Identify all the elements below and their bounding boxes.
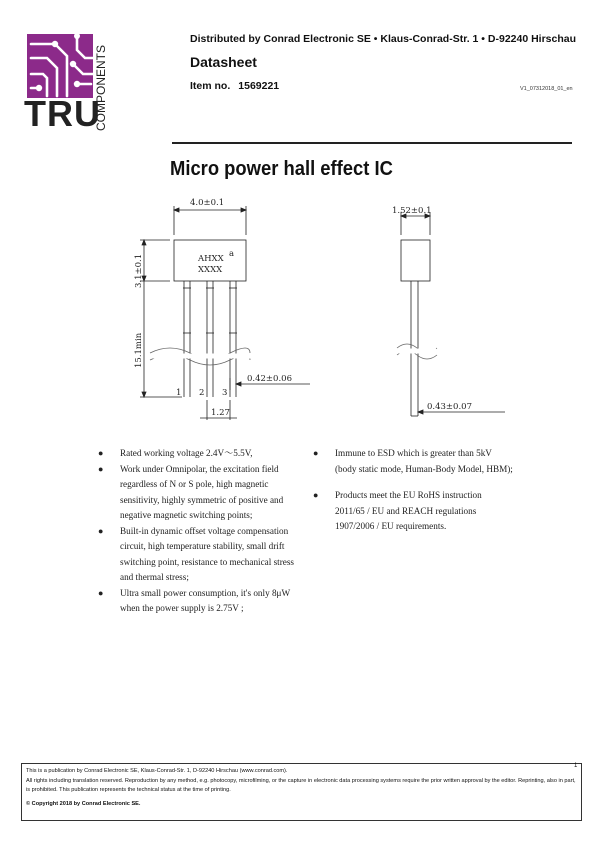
feature-text: Rated working voltage 2.4V～5.5V, [120, 448, 253, 458]
document-type: Datasheet [190, 54, 257, 70]
bullet-icon: ● [313, 448, 319, 458]
footer-publisher: This is a publication by Conrad Electronic SE, Klaus-Conrad-Str. 1, D-92240 Hirschau (www.conrad.com). [26, 768, 288, 774]
package-marking-1: AHXX [198, 254, 224, 264]
package-marking-2: XXXX [198, 265, 223, 275]
pin-3-label: 3 [222, 388, 228, 398]
page-number: 1 [574, 763, 578, 769]
lead-2 [206, 281, 214, 397]
body-height-dim: 3.1±0.1 [134, 253, 144, 288]
feature-item [98, 462, 300, 524]
feature-text: Built-in dynamic offset voltage compensation circuit, high temperature stability, small drift switching point, resistance to mechanical stress and thermal stress; [120, 525, 295, 582]
lead-thickness-dim: 0.43±0.07 [427, 402, 472, 412]
feature-text: Products meet the EU RoHS instruction 2011/65 / EU and REACH regulations 1907/2006 / EU requirements. [335, 490, 482, 531]
features-left-list [98, 446, 300, 617]
item-number: 1569221 [238, 80, 280, 92]
logo-components-label: COMPONENTS [94, 44, 108, 131]
version-code: V1_07312018_01_en [520, 86, 573, 92]
tru-components-logo-graphic [27, 34, 93, 98]
bullet-icon: ● [98, 448, 104, 458]
footer-box [21, 763, 582, 821]
item-label: Item no. [190, 80, 231, 92]
feature-item [313, 488, 513, 535]
footer-copyright: © Copyright 2018 by Conrad Electronic SE. [26, 800, 141, 807]
feature-text: Work under Omnipolar, the excitation field regardless of N or S pole, high magnetic sensitivity, highly symmetric of positive and negative magnetic switching points; [120, 463, 284, 520]
logo-components-text [92, 33, 110, 133]
body-width-dim: 4.0±0.1 [190, 198, 225, 208]
feature-text: Ultra small power consumption, it's only 8μW when the power supply is 2.75V ; [120, 587, 290, 613]
feature-item [98, 586, 300, 617]
product-title: Micro power hall effect IC [170, 158, 393, 180]
package-body-side [401, 240, 430, 281]
pin-1-label: 1 [176, 388, 182, 398]
header-divider [172, 142, 572, 144]
body-thickness-dim: 1.52±0.1 [392, 206, 432, 216]
pitch-dim: 1.27 [211, 408, 230, 418]
package-marking-sup: a [229, 249, 235, 259]
lead-length-dim: 15.1min [134, 332, 144, 368]
distributor-line: Distributed by Conrad Electronic SE • Klaus-Conrad-Str. 1 • D-92240 Hirschau [190, 33, 577, 45]
features-right-list [313, 446, 513, 546]
package-drawing [0, 188, 601, 433]
feature-item [98, 446, 300, 462]
bullet-icon: ● [98, 463, 104, 474]
item-number-line [190, 80, 279, 92]
footer-rights: All rights including translation reserved. Reproduction by any method, e.g. photocopy, microfilming, or the capture in electronic data processing systems require the prior written approval by the editor. Reprinting, also in part, is prohibited. This publication represents the technical status at the time of printing. [26, 777, 576, 793]
feature-item [313, 446, 513, 477]
bullet-icon: ● [98, 587, 104, 598]
bullet-icon: ● [313, 490, 319, 500]
lead-width-dim: 0.42±0.06 [247, 374, 292, 384]
lead-1 [183, 281, 191, 397]
bullet-icon: ● [98, 525, 104, 536]
circuit-pattern-icon [27, 34, 93, 98]
feature-item [98, 524, 300, 586]
logo-tru-text: TRU [24, 93, 101, 134]
feature-text: Immune to ESD which is greater than 5kV (body static mode, Human-Body Model, HBM); [335, 448, 513, 474]
pin-2-label: 2 [199, 388, 205, 398]
